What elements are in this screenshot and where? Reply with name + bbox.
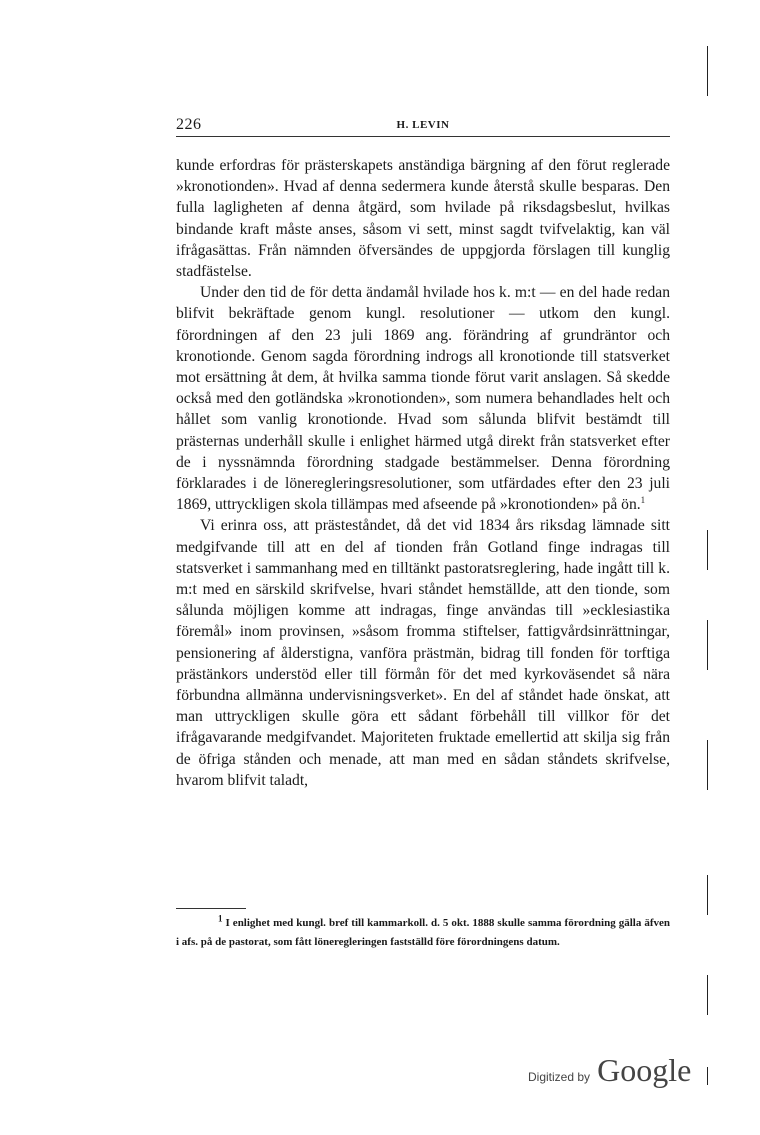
scan-edge-line	[707, 975, 708, 1015]
paragraph-2-text: Under den tid de för detta ändamål hvilade hos k. m:t — en del hade redan blifvit bekräftade genom kungl. resolutioner — utkom den kungl. förordningen af den 23 juli 1869 ang. förändring af grundräntor och kronotionde. Genom sagda förordning indrogs all kronotionde till statsverket mot ersättning åt dem, åt hvilka samma tionde förut varit anslagen. Så skedde också med den gotländska »kronotionden», som numera behandlades helt och hållet som vanlig kronotionde. Hvad som sålunda blifvit bestämdt till prästernas underhåll skulle i enlighet härmed utgå direkt från statsverket efter de i nyssnämnda förordning stadgade bestämmelser. Denna förordning förklarades i de löneregleringsresolutioner, som utfärdades efter den 23 juli 1869, uttryckligen skola tillämpas med afseende på »kronotionden» på ön.	[176, 284, 670, 514]
scan-edge-line	[707, 46, 708, 96]
scan-edge-line	[707, 620, 708, 670]
scan-edge-line	[707, 1067, 708, 1085]
footnote-divider	[176, 908, 246, 909]
google-logo: Google	[597, 1052, 692, 1088]
body-text	[176, 155, 670, 791]
running-head: H. LEVIN	[396, 119, 450, 131]
digitized-by-google-watermark	[528, 1052, 691, 1092]
paragraph-1: kunde erfordras för prästerskapets anständiga bärgning af den förut reglerade »kronotionden». Hvad af denna sedermera kunde återstå skulle besparas. Den fulla lagligheten af denna åtgärd, som hvilade på riksdagsbeslut, hvilkas bindande kraft måste anses, såsom vi sett, minst sagdt tvifvelaktig, kan väl ifrågasättas. Från nämnden öfversändes de uppgjorda förslagen till kunglig stadfästelse.	[176, 157, 670, 281]
footnote-text: I enlighet med kungl. bref till kammarkoll. d. 5 okt. 1888 skulle samma förordning gälla äfven i afs. på de pastorat, som fått löneregleringen fastställd före förordningens datum.	[176, 917, 670, 948]
digitized-by-label: Digitized by	[528, 1070, 591, 1084]
scan-edge-line	[707, 875, 708, 915]
footnote	[176, 914, 670, 952]
scan-edge-line	[707, 740, 708, 790]
page-header	[176, 116, 670, 137]
page-number: 226	[176, 116, 202, 133]
footnote-marker: 1	[218, 913, 223, 924]
paragraph-3: Vi erinra oss, att prästeståndet, då det vid 1834 års riksdag lämnade sitt medgifvande till att en del af tionden från Gotland finge indragas till statsverket i sammanhang med en tilltänkt pastoratsreglering, hade ingått till k. m:t med en särskild skrifvelse, hvari ståndet hemställde, att den tionde, som sålunda möjligen komme att indragas, finge användas till »ecklesiastika föremål» inom provinsen, »såsom fromma stiftelser, fattigvårdsinrättningar, pensionering af ålderstigna, vanföra prästmän, bidrag till fonden för torftiga prästänkors understöd eller till förmån för det med kyrkoväsendet så nära förbundna allmänna undervisningsverket». En del af ståndet hade önskat, att man uttryckligen skulle göra ett sådant förbehåll till villkor för det ifrågavarande medgifvandet. Majoriteten fruktade emellertid att skilja sig från de öfriga stånden och menade, att man med en sådan ståndets skrifvelse, hvarom blifvit taladt,	[176, 517, 670, 789]
paragraph-2	[176, 282, 670, 515]
footnote-reference[interactable]: 1	[640, 495, 646, 506]
scan-edge-line	[707, 530, 708, 570]
